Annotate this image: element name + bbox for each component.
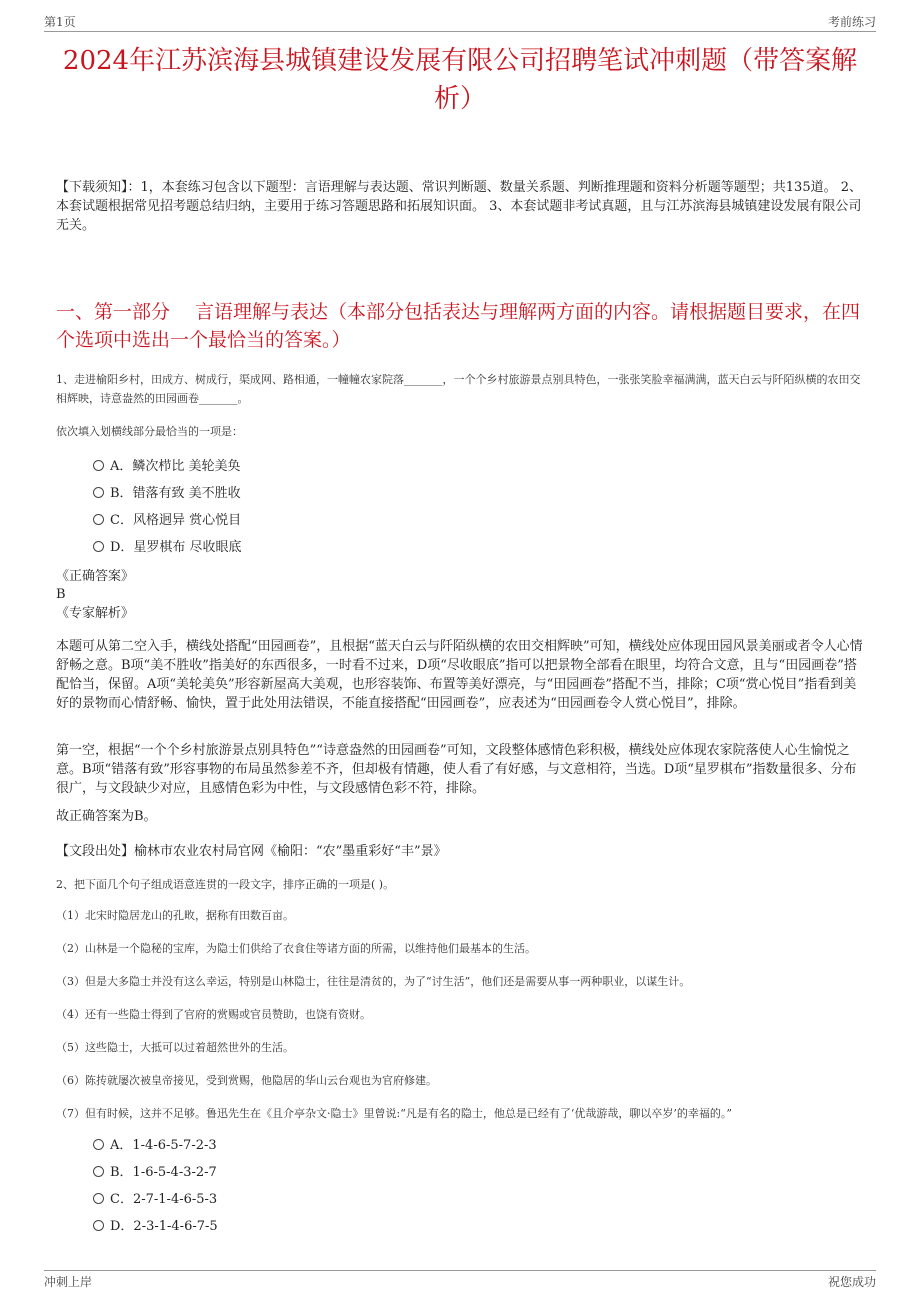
radio-icon[interactable]	[93, 541, 104, 552]
radio-icon[interactable]	[93, 1220, 104, 1231]
footer-left: 冲刺上岸	[44, 1275, 93, 1289]
section-heading: 一、第一部分 言语理解与表达（本部分包括表达与理解两方面的内容。请根据题目要求，在四个选项中选出一个最恰当的答案。）	[56, 301, 861, 351]
radio-icon[interactable]	[93, 514, 104, 525]
option-label: A．鳞次栉比 美轮美奂	[110, 459, 241, 474]
question-1-stem: 1、走进榆阳乡村，田成方、树成行，渠成网、路相通，一幢幢农家院落_______，一个个乡村旅游景点别具特色，一张张笑脸幸福满满，蓝天白云与阡陌纵横的农田交相辉映，诗意盎然的田园画卷_______。	[56, 373, 861, 405]
sentence-item: （4）还有一些隐士得到了官府的赏赐或官员赞助，也饶有资财。	[56, 1008, 371, 1021]
radio-icon[interactable]	[93, 487, 104, 498]
sentence-item: （7）但有时候，这并不足够。鲁迅先生在《且介亭杂文·隐士》里曾说:“凡是有名的隐士，他总是已经有了‘优哉游哉，聊以卒岁’的幸福的。”	[56, 1107, 732, 1120]
question-1-prompt: 依次填入划横线部分最恰当的一项是：	[56, 425, 243, 438]
answer-value: B	[56, 587, 66, 602]
option-label: C．2-7-1-4-6-5-3	[110, 1192, 218, 1207]
sentence-item: （6）陈抟就屡次被皇帝接见，受到赏赐，他隐居的华山云台观也为官府修建。	[56, 1074, 437, 1087]
sentence-item: （1）北宋时隐居龙山的孔畋，据称有田数百亩。	[56, 909, 294, 922]
document-title: 2024年江苏滨海县城镇建设发展有限公司招聘笔试冲刺题（带答案解析）	[62, 46, 858, 114]
sentence-item: （2）山林是一个隐秘的宝库，为隐士们供给了衣食住等诸方面的所需，以维持他们最基本的生活。	[56, 942, 536, 955]
q2-option-d[interactable]	[93, 1218, 218, 1236]
header-label: 考前练习	[827, 15, 876, 29]
q2-option-a[interactable]	[93, 1137, 217, 1155]
option-label: C．风格迥异 赏心悦目	[110, 513, 242, 528]
q2-option-b[interactable]	[93, 1164, 217, 1182]
q1-option-c[interactable]	[93, 512, 241, 530]
page-number: 第1页	[44, 15, 76, 29]
sentence-item: （3）但是大多隐士并没有这么幸运，特别是山林隐士，往往是清贫的，为了“讨生活”，他们还是需要从事一两种职业，以谋生计。	[56, 975, 691, 988]
text-source: 【文段出处】榆林市农业农村局官网《榆阳：“农”墨重彩好“丰”景》	[56, 844, 447, 859]
option-label: A．1-4-6-5-7-2-3	[110, 1138, 217, 1153]
analysis-paragraph-1: 本题可从第二空入手，横线处搭配“田园画卷”，且根据“蓝天白云与阡陌纵横的农田交相辉映”可知，横线处应体现田园风景美丽或者令人心情舒畅之意。B项“美不胜收”指美好的东西很多，一时看不过来，D项“尽收眼底”指可以把景物全部看在眼里，均符合文意，且与“田园画卷”搭配恰当，保留。A项“美轮美奂”形容新屋高大美观，也形容装饰、布置等美好漂亮，与“田园画卷”搭配不当，排除；C项“赏心悦目”指看到美好的景物而心情舒畅、愉快，置于此处用法错误，不能直接搭配“田园画卷”，应表述为“田园画卷令人赏心悦目”，排除。	[56, 639, 863, 711]
option-label: B．错落有致 美不胜收	[110, 486, 241, 501]
download-notice: 【下载须知】：1，本套练习包含以下题型：言语理解与表达题、常识判断题、数量关系题、判断推理题和资料分析题等题型；共135道。 2、本套试题根据常见招考题总结归纳，主要用于练习答题思路和拓展知识面。 3、本套试题非考试真题，且与江苏滨海县城镇建设发展有限公司无关。	[56, 180, 862, 233]
q1-option-b[interactable]	[93, 485, 241, 503]
analysis-conclusion: 故正确答案为B。	[56, 809, 157, 824]
radio-icon[interactable]	[93, 1139, 104, 1150]
radio-icon[interactable]	[93, 1193, 104, 1204]
option-label: D．星罗棋布 尽收眼底	[110, 540, 242, 555]
footer-right: 祝您成功	[827, 1275, 876, 1289]
header-divider	[44, 31, 876, 32]
option-label: B．1-6-5-4-3-2-7	[110, 1165, 217, 1180]
sentence-item: （5）这些隐士，大抵可以过着超然世外的生活。	[56, 1041, 294, 1054]
radio-icon[interactable]	[93, 460, 104, 471]
question-2-stem: 2、把下面几个句子组成语意连贯的一段文字，排序正确的一项是( )。	[56, 878, 395, 891]
analysis-paragraph-2: 第一空，根据“一个个乡村旅游景点别具特色”“诗意盎然的田园画卷”可知，文段整体感情色彩积极，横线处应体现农家院落使人心生愉悦之意。B项“错落有致”形容事物的布局虽然参差不齐，但却极有情趣，使人看了有好感，与文意相符，当选。D项“星罗棋布”指数量很多、分布很广，与文段缺少对应，且感情色彩为中性，与文段感情色彩不符，排除。	[56, 743, 857, 796]
footer-divider	[44, 1270, 876, 1271]
q1-option-a[interactable]	[93, 458, 241, 476]
option-label: D．2-3-1-4-6-7-5	[110, 1219, 218, 1234]
q1-option-d[interactable]	[93, 539, 242, 557]
q2-option-c[interactable]	[93, 1191, 217, 1209]
radio-icon[interactable]	[93, 1166, 104, 1177]
answer-label: 《正确答案》	[56, 569, 135, 584]
analysis-label: 《专家解析》	[56, 606, 135, 621]
